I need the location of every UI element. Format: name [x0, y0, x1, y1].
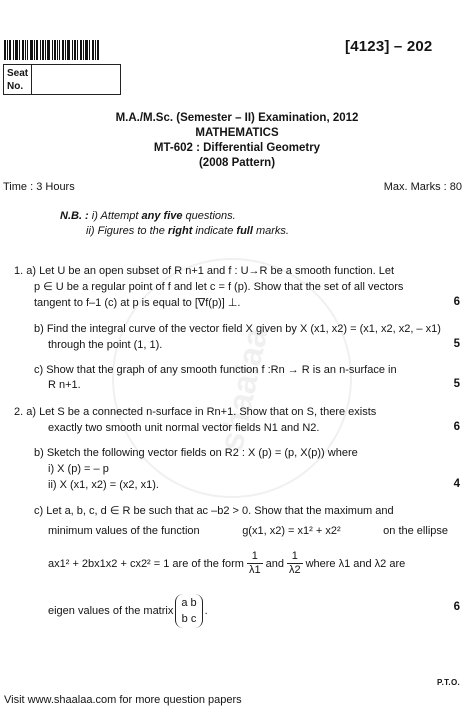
q2b-line2: i) X (p) = – p	[48, 463, 109, 475]
q2c-line1: c) Let a, b, c, d ∈ R be such that ac –b2 > 0. Show that the maximum and	[34, 505, 394, 517]
time-allowed: Time : 3 Hours	[3, 181, 75, 193]
q2c-line4-text: eigen values of the matrix	[48, 605, 174, 617]
q2b-line1: b) Sketch the following vector fields on R2 : X (p) = (p, X(p)) where	[34, 447, 358, 459]
pattern-title: (2008 Pattern)	[198, 157, 276, 169]
course-title: MT-602 : Differential Geometry	[153, 142, 321, 154]
q2b-marks: 4	[453, 478, 460, 490]
subject-title: MATHEMATICS	[195, 127, 279, 139]
q2c-marks: 6	[453, 601, 460, 613]
nb-i-prefix: i) Attempt	[91, 210, 142, 222]
nb-ii-bold1: right	[167, 225, 193, 237]
barcode	[4, 40, 116, 60]
q1c-line2: R n+1.	[48, 379, 81, 391]
watermark-seal	[112, 258, 352, 498]
q2c-line2	[48, 524, 448, 538]
nb-label: N.B. :	[60, 210, 89, 222]
nb-i-bold: any five	[141, 210, 183, 222]
max-marks: Max. Marks : 80	[383, 181, 462, 193]
fraction-1-lambda2	[287, 550, 303, 577]
footer-link[interactable]: Visit www.shaalaa.com for more question papers	[4, 694, 242, 706]
q2c-line3	[48, 550, 405, 577]
q1b-line1: b) Find the integral curve of the vector field X given by X (x1, x2) = (x1, x2, x2, – x1)	[34, 323, 441, 335]
fraction-denominator: λ2	[288, 564, 301, 576]
q2b-line3: ii) X (x1, x2) = (x2, x1).	[48, 479, 159, 491]
seat-label: Seat No.	[4, 65, 32, 94]
fraction-numerator: 1	[247, 550, 263, 564]
nb-ii-suffix: marks.	[252, 225, 289, 237]
q2c-function: g(x1, x2) = x1² + x2²	[242, 525, 341, 537]
q1a-line2: p ∈ U be a regular point of f and let c = f (p). Show that the set of all vectors	[34, 281, 404, 293]
q1b-line2: through the point (1, 1).	[48, 339, 163, 351]
seat-number-box	[3, 64, 121, 95]
pto-label: P.T.O.	[437, 678, 460, 687]
q1a-line3: tangent to f–1 (c) at p is equal to [∇f(p)] ⊥.	[34, 297, 241, 309]
matrix-row-2: b c	[181, 613, 197, 625]
q2a-marks: 6	[453, 421, 460, 433]
q2a-line2: exactly two smooth unit normal vector fields N1 and N2.	[48, 422, 320, 434]
paper-code: [4123] – 202	[345, 38, 433, 55]
nb-ii-bold2: full	[236, 225, 253, 237]
q2c-end: .	[204, 605, 208, 617]
q1c-marks: 5	[453, 378, 460, 390]
watermark-text: shaalaa	[212, 324, 276, 455]
q2c-line2c: on the ellipse	[383, 525, 448, 537]
q2c-line3b: where λ1 and λ2 are	[305, 557, 406, 570]
instructions	[60, 209, 289, 239]
nb-ii-mid: indicate	[192, 225, 237, 237]
nb-ii-prefix: ii) Figures to the	[86, 225, 168, 237]
q2c-ellipse: ax1² + 2bx1x2 + cx2² = 1 are of the form	[48, 557, 244, 570]
matrix	[175, 594, 202, 628]
q1a-marks: 6	[453, 296, 460, 308]
fraction-numerator: 1	[287, 550, 303, 564]
q1c-line1: c) Show that the graph of any smooth function f :Rn → R is an n-surface in	[34, 364, 397, 376]
fraction-1-lambda1	[247, 550, 263, 577]
fraction-denominator: λ1	[248, 564, 261, 576]
matrix-row-1: a b	[181, 597, 197, 609]
q2c-line4	[48, 594, 208, 628]
exam-title: M.A./M.Sc. (Semester – II) Examination, 2012	[115, 112, 359, 124]
q2c-and: and	[265, 557, 284, 570]
q2c-line2a: minimum values of the function	[48, 525, 200, 537]
q1a-line1: 1. a) Let U be an open subset of R n+1 and f : U→R be a smooth function. Let	[14, 265, 395, 277]
q2a-line1: 2. a) Let S be a connected n-surface in Rn+1. Show that on S, there exists	[14, 406, 377, 418]
q1b-marks: 5	[453, 338, 460, 350]
nb-i-suffix: questions.	[182, 210, 236, 222]
